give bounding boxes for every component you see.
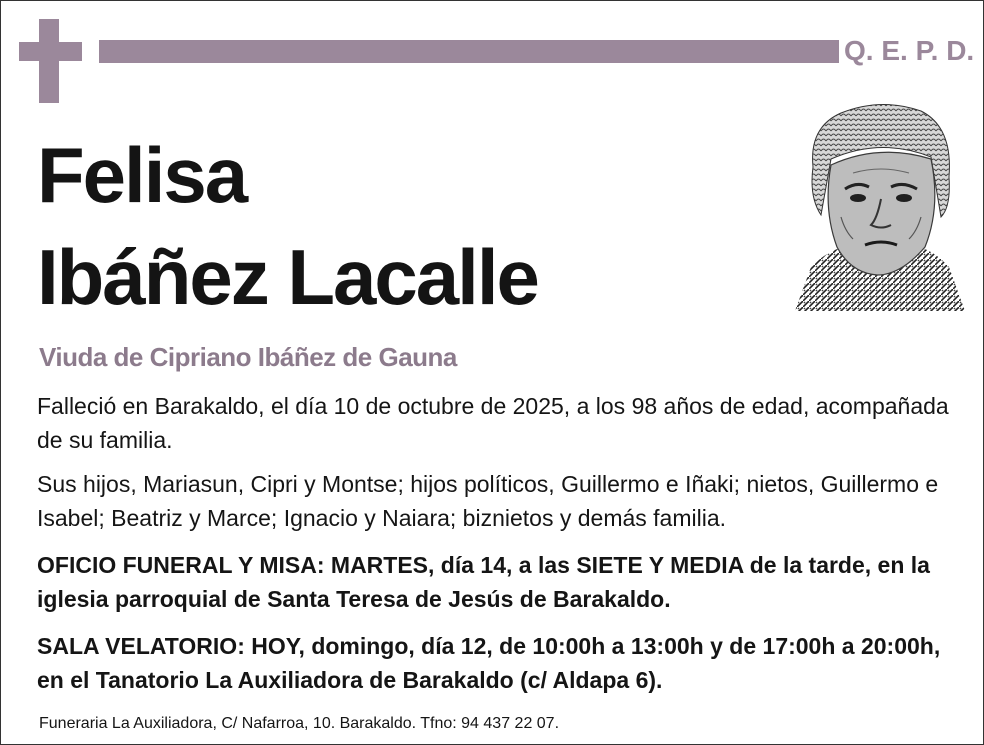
funeral-mass-info: OFICIO FUNERAL Y MISA: MARTES, día 14, a las SIETE Y MEDIA de la tarde, en la iglesia parroquial de Santa Teresa de Jesús de Barakaldo. [37, 552, 930, 612]
first-name: Felisa [37, 131, 247, 219]
qepd-label: Q. E. P. D. [844, 35, 975, 66]
header-bar [99, 40, 839, 63]
portrait-photo [791, 97, 967, 313]
death-notice: Falleció en Barakaldo, el día 10 de octubre de 2025, a los 98 años de edad, acompañada de su familia. [37, 393, 949, 453]
family-list: Sus hijos, Mariasun, Cipri y Montse; hijos políticos, Guillermo e Iñaki; nietos, Guillermo e Isabel; Beatriz y Marce; Ignacio y Naiara; biznietos y demás familia. [37, 471, 939, 531]
funeral-home-footer: Funeraria La Auxiliadora, C/ Nafarroa, 10. Barakaldo. Tfno: 94 437 22 07. [39, 715, 560, 732]
surnames: Ibáñez Lacalle [37, 233, 538, 321]
cross-icon [19, 19, 82, 103]
wake-room-info: SALA VELATORIO: HOY, domingo, día 12, de 10:00h a 13:00h y de 17:00h a 20:00h, en el Tanatorio La Auxiliadora de Barakaldo (c/ Aldapa 6). [37, 633, 941, 693]
widow-of: Viuda de Cipriano Ibáñez de Gauna [39, 342, 457, 372]
